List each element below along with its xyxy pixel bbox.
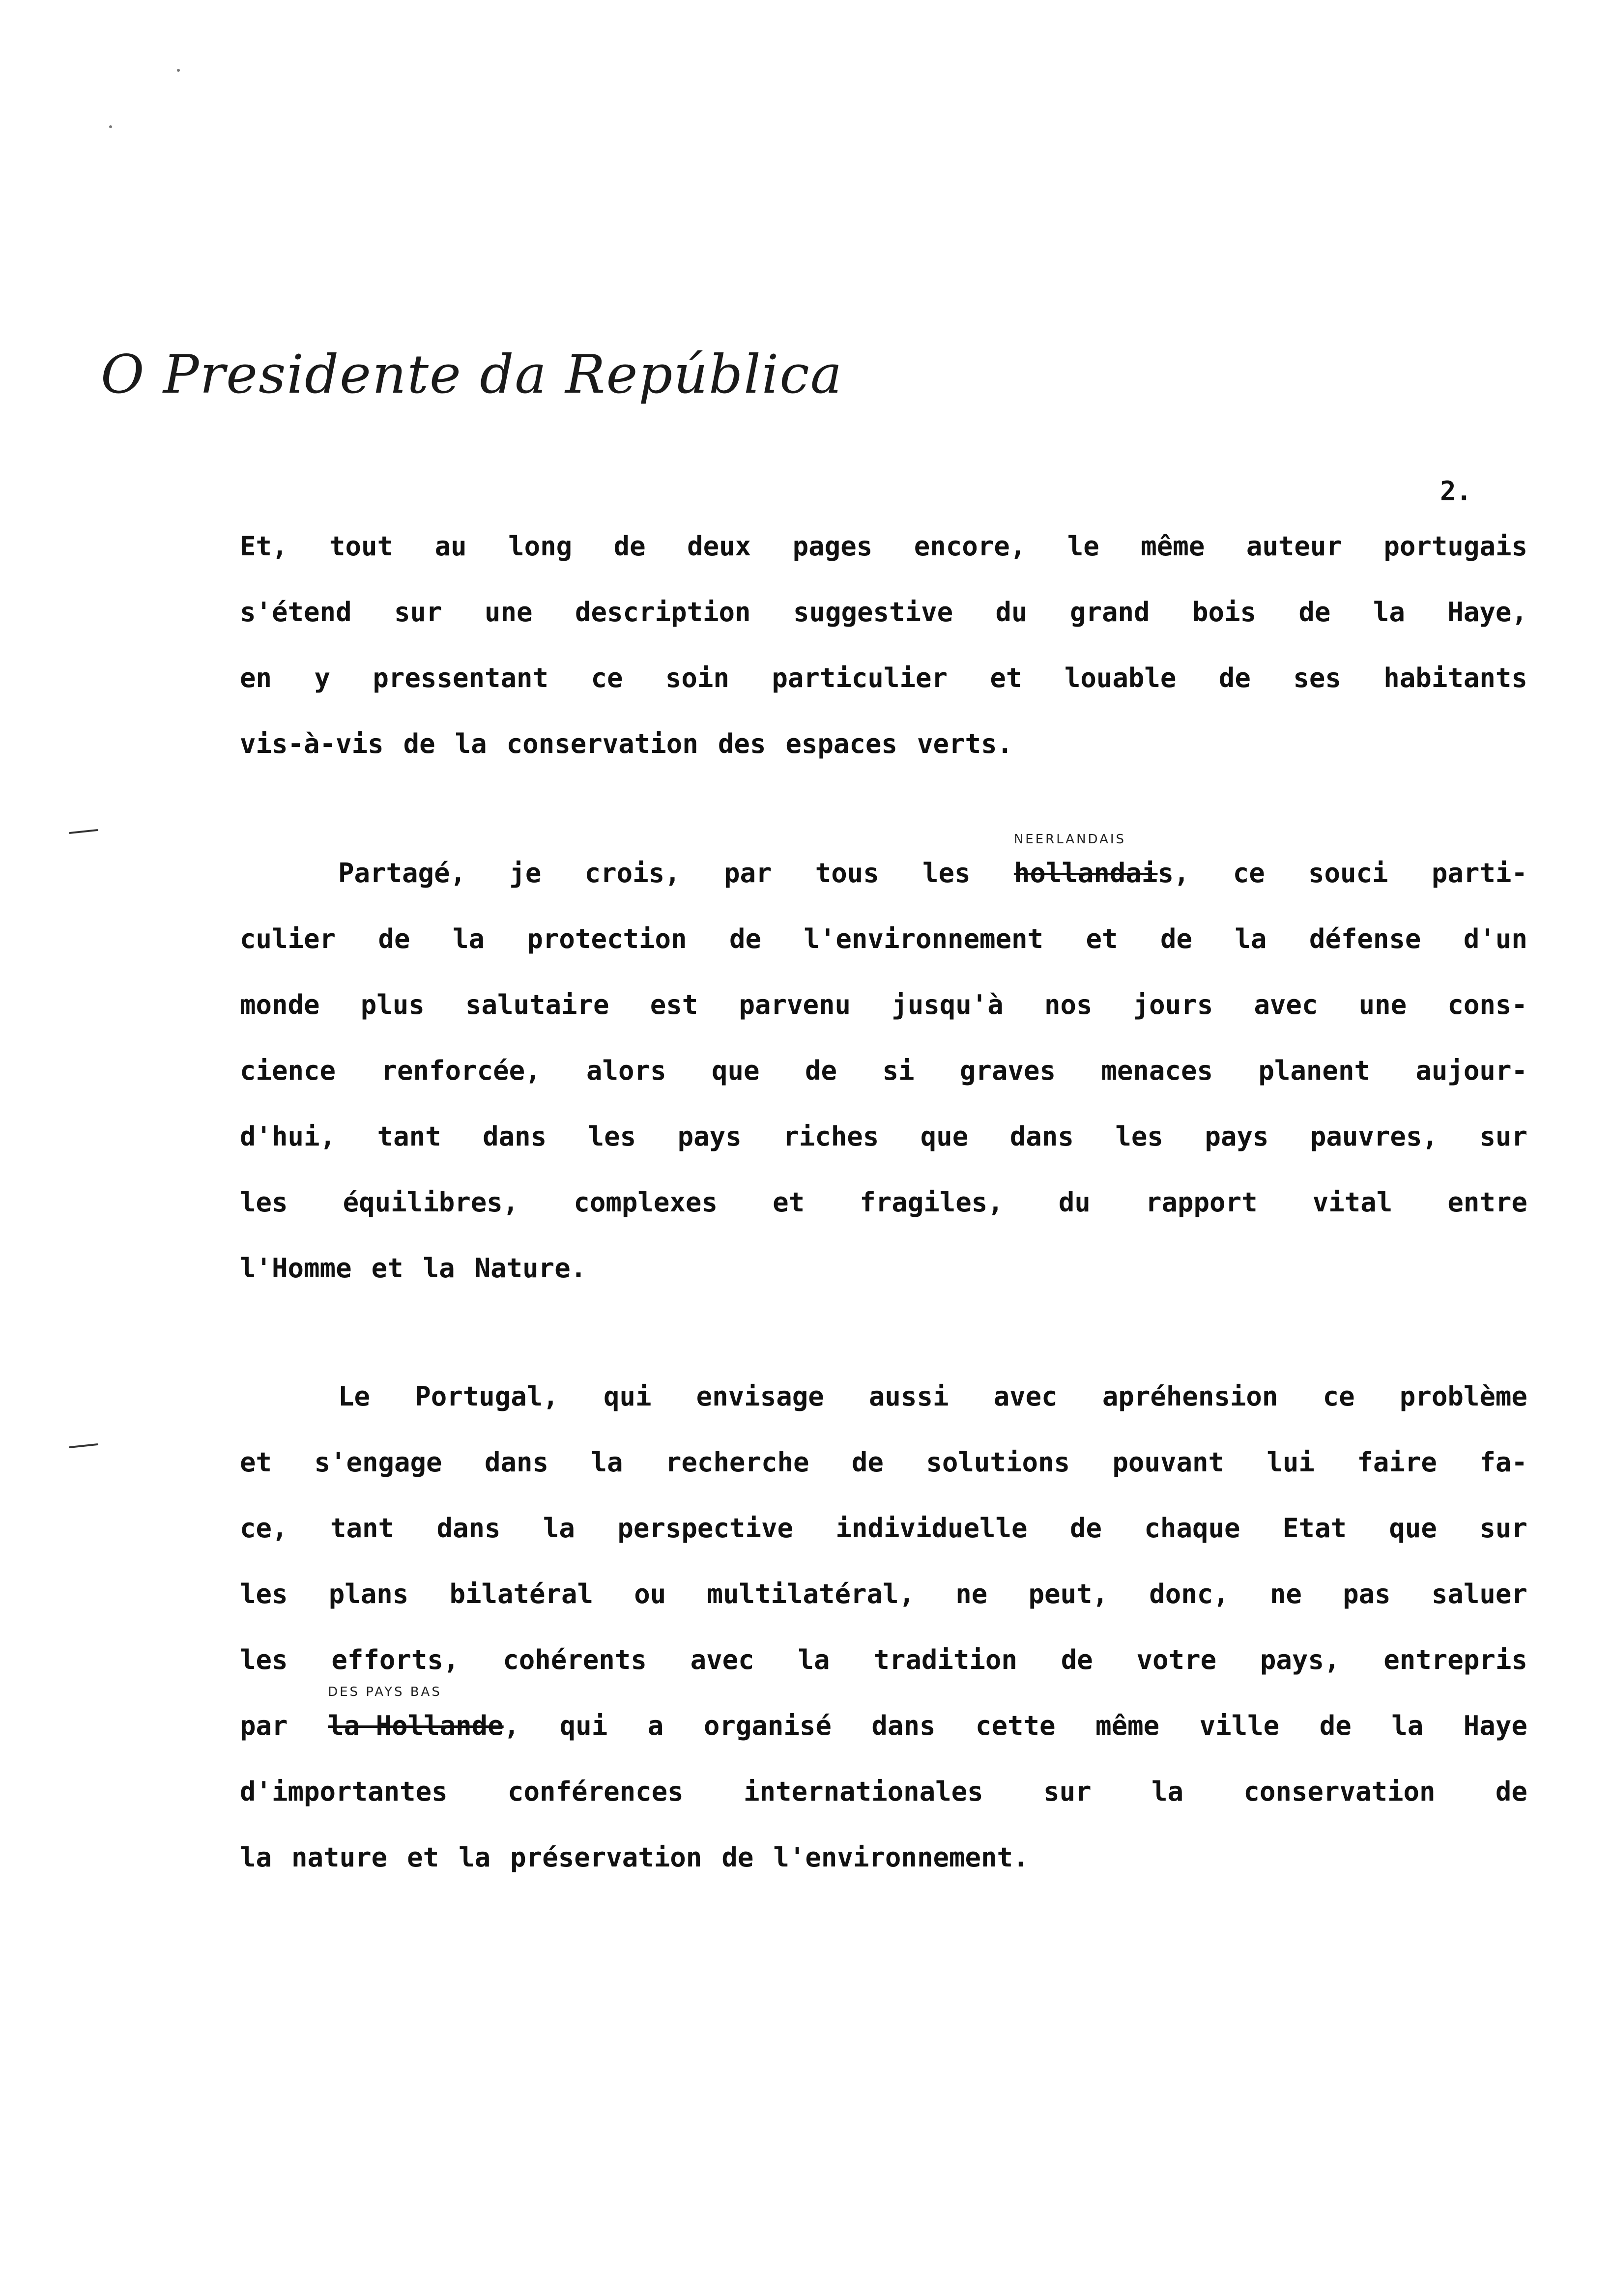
word: de (1069, 1513, 1102, 1544)
word: la (543, 1513, 575, 1544)
word: les (588, 1121, 636, 1152)
word: habitants (1383, 662, 1527, 693)
word: la (1151, 1776, 1184, 1807)
word: les (240, 1187, 288, 1218)
word: sur (394, 597, 442, 628)
word: nos (1044, 989, 1093, 1020)
word: plans (328, 1578, 409, 1609)
word: de (851, 1447, 884, 1478)
word: de (403, 728, 435, 759)
word: et (240, 1447, 272, 1478)
word: a (647, 1710, 664, 1741)
word: dans (484, 1447, 549, 1478)
word: par (240, 1710, 288, 1741)
word: préservation (510, 1842, 702, 1873)
word: de (1160, 923, 1192, 954)
word: tant (377, 1121, 441, 1152)
word: Et, (240, 531, 288, 562)
word: bois (1192, 597, 1256, 628)
word: de (1319, 1710, 1352, 1741)
word: dans (871, 1710, 936, 1741)
word: problème (1399, 1381, 1527, 1412)
margin-mark (69, 829, 98, 834)
text-line (240, 1776, 1527, 1842)
word: une (1358, 989, 1407, 1020)
paragraph-2 (240, 832, 1527, 1319)
word: avec (993, 1381, 1058, 1412)
word: Haye, (1447, 597, 1527, 628)
word: cons- (1447, 989, 1527, 1020)
word: ce (1233, 858, 1265, 889)
word: pas (1343, 1578, 1391, 1609)
text-line (240, 1253, 1527, 1319)
word: et (371, 1253, 403, 1284)
word: la (1235, 923, 1267, 954)
word: une (484, 597, 533, 628)
text-line (240, 728, 1527, 794)
word-suffix: , (503, 1710, 520, 1741)
word: les (240, 1644, 288, 1675)
word: des (718, 728, 766, 759)
text-line (240, 1644, 1527, 1710)
word: de (613, 531, 646, 562)
word: parvenu (739, 989, 851, 1020)
word: apréhension (1102, 1381, 1278, 1412)
word: description (575, 597, 751, 628)
text-line (240, 531, 1527, 597)
word: bilatéral (449, 1578, 594, 1609)
word: jours (1133, 989, 1213, 1020)
word: l'environnement. (773, 1842, 1029, 1873)
word: peut, (1028, 1578, 1109, 1609)
text-line (240, 1842, 1527, 1908)
word: Nature. (474, 1253, 587, 1284)
word: grand (1069, 597, 1150, 628)
word: ce (1323, 1381, 1355, 1412)
word: ou (634, 1578, 666, 1609)
word: tout (329, 531, 394, 562)
word: la (1373, 597, 1405, 628)
word: équilibres, (343, 1187, 519, 1218)
word: que (1389, 1513, 1437, 1544)
word: dans (436, 1513, 501, 1544)
text-line (240, 1447, 1527, 1513)
word: portugais (1383, 531, 1527, 562)
word: fragiles, (860, 1187, 1004, 1218)
word: je (509, 858, 542, 889)
word: et (773, 1187, 805, 1218)
word: que (920, 1121, 969, 1152)
word: pouvant (1112, 1447, 1224, 1478)
word: l'Homme (240, 1253, 352, 1284)
page-number: 2. (1440, 476, 1472, 507)
word: ne (1269, 1578, 1302, 1609)
word: dans (483, 1121, 547, 1152)
word: verts. (917, 728, 1013, 759)
word: graves (959, 1055, 1056, 1086)
text-line (240, 1381, 1527, 1447)
scan-speck (177, 69, 180, 72)
word: auteur (1246, 531, 1342, 562)
word: qui (603, 1381, 652, 1412)
word: entre (1447, 1187, 1527, 1218)
text-line (240, 1578, 1527, 1644)
word: rapport (1146, 1187, 1258, 1218)
word: d'un (1463, 923, 1527, 954)
word: renforcée, (381, 1055, 541, 1086)
word: y (314, 662, 330, 693)
word: particulier (772, 662, 948, 693)
word: efforts, (331, 1644, 460, 1675)
word: chaque (1144, 1513, 1240, 1544)
word: tradition (873, 1644, 1017, 1675)
word: du (1058, 1187, 1091, 1218)
word: jusqu'à (892, 989, 1004, 1020)
word: suggestive (793, 597, 953, 628)
word: aujour- (1415, 1055, 1527, 1086)
word: de (721, 1842, 754, 1873)
word: fa- (1479, 1447, 1527, 1478)
paragraph-3 (240, 1381, 1527, 1908)
word: pages (792, 531, 873, 562)
word: salutaire (465, 989, 609, 1020)
corrected-word (328, 1685, 520, 1741)
word: multilatéral, (707, 1578, 915, 1609)
word: du (995, 597, 1028, 628)
word: les (240, 1578, 288, 1609)
word: si (882, 1055, 915, 1086)
corrected-word (1013, 832, 1190, 889)
text-line (240, 923, 1527, 989)
word: conservation (506, 728, 698, 759)
word: conservation (1243, 1776, 1436, 1807)
word: que (712, 1055, 760, 1086)
word: internationales (744, 1776, 983, 1807)
word: Haye (1463, 1710, 1527, 1741)
word: culier (240, 923, 336, 954)
word: pays (1205, 1121, 1269, 1152)
word: Le (338, 1381, 371, 1412)
word: lui (1267, 1447, 1315, 1478)
word: d'importantes (240, 1776, 448, 1807)
word: de (1061, 1644, 1093, 1675)
handwritten-correction: NEERLANDAIS (1013, 832, 1126, 847)
word: long (508, 531, 573, 562)
text-line (240, 1685, 1527, 1776)
word: perspective (617, 1513, 793, 1544)
word: même (1141, 531, 1205, 562)
word: la (591, 1447, 623, 1478)
word: saluer (1431, 1578, 1527, 1609)
word: la (1391, 1710, 1424, 1741)
word: cette (975, 1710, 1056, 1741)
word: avec (690, 1644, 754, 1675)
word: pays, (1260, 1644, 1340, 1675)
word: individuelle (835, 1513, 1028, 1544)
word: donc, (1149, 1578, 1229, 1609)
word: ce (591, 662, 623, 693)
word: complexes (574, 1187, 718, 1218)
word: faire (1357, 1447, 1437, 1478)
word: crois, (584, 858, 681, 889)
word: nature (291, 1842, 388, 1873)
word: monde (240, 989, 320, 1020)
text-line (240, 989, 1527, 1055)
word: encore, (914, 531, 1026, 562)
text-line (240, 597, 1527, 662)
word: au (434, 531, 467, 562)
text-line (240, 1187, 1527, 1253)
word: ne (955, 1578, 988, 1609)
word: et (407, 1842, 439, 1873)
word: les (922, 858, 971, 889)
word: la (423, 1253, 455, 1284)
paragraph-1 (240, 531, 1527, 794)
word: ce, (240, 1513, 288, 1544)
word: défense (1309, 923, 1421, 954)
word: avec (1254, 989, 1318, 1020)
word: et (990, 662, 1022, 693)
word: l'environnement (804, 923, 1044, 954)
word: la (798, 1644, 830, 1675)
scan-speck (109, 125, 112, 128)
word: souci (1308, 858, 1388, 889)
word: et (1086, 923, 1118, 954)
word: de (1495, 1776, 1527, 1807)
word: dans (1009, 1121, 1074, 1152)
word: ville (1199, 1710, 1280, 1741)
text-line (240, 1055, 1527, 1121)
word: de (729, 923, 761, 954)
word: alors (586, 1055, 666, 1086)
word: tous (815, 858, 879, 889)
word: Portugal, (415, 1381, 559, 1412)
word: protection (527, 923, 687, 954)
word: les (1115, 1121, 1163, 1152)
word: recherche (665, 1447, 809, 1478)
word: en (240, 662, 272, 693)
word: qui (559, 1710, 608, 1741)
word: même (1095, 1710, 1160, 1741)
word: votre (1136, 1644, 1217, 1675)
word: de (1298, 597, 1331, 628)
word: de (378, 923, 410, 954)
word: tant (330, 1513, 395, 1544)
word: plus (360, 989, 425, 1020)
struck-text: la Hollande (328, 1710, 504, 1741)
word: s'engage (314, 1447, 442, 1478)
word: de (1218, 662, 1251, 693)
word: la (459, 1842, 491, 1873)
word: vis-à-vis (240, 728, 384, 759)
margin-mark (69, 1443, 98, 1448)
word: louable (1064, 662, 1177, 693)
word: sur (1479, 1513, 1527, 1544)
word: cience (240, 1055, 336, 1086)
word: sur (1479, 1121, 1527, 1152)
word: Etat (1282, 1513, 1347, 1544)
word: la (455, 728, 487, 759)
word: espaces (785, 728, 897, 759)
word: solutions (926, 1447, 1070, 1478)
word: deux (687, 531, 751, 562)
word: menaces (1101, 1055, 1213, 1086)
handwritten-correction: DES PAYS BAS (328, 1685, 442, 1699)
text-line (240, 1513, 1527, 1578)
word: vital (1312, 1187, 1393, 1218)
word: organisé (703, 1710, 832, 1741)
text-line (240, 662, 1527, 728)
word: la (452, 923, 485, 954)
word: parti- (1431, 858, 1527, 889)
word: aussi (868, 1381, 949, 1412)
word: pauvres, (1310, 1121, 1438, 1152)
word: est (650, 989, 698, 1020)
word: entrepris (1383, 1644, 1527, 1675)
word: envisage (696, 1381, 824, 1412)
word: sur (1043, 1776, 1092, 1807)
word: le (1067, 531, 1099, 562)
word: planent (1258, 1055, 1370, 1086)
word: s'étend (240, 597, 352, 628)
word: la (240, 1842, 272, 1873)
word: riches (783, 1121, 879, 1152)
text-line (240, 832, 1527, 923)
word: d'hui, (240, 1121, 336, 1152)
word: cohérents (503, 1644, 647, 1675)
struck-text: hollandai (1013, 858, 1158, 889)
word: conférences (508, 1776, 684, 1807)
text-line (240, 1121, 1527, 1187)
word: par (723, 858, 772, 889)
word: soin (665, 662, 729, 693)
letterhead: O Presidente da República (101, 344, 843, 405)
word: pressentant (373, 662, 549, 693)
word-suffix: s, (1157, 858, 1190, 889)
word: de (805, 1055, 837, 1086)
word: Partagé, (338, 858, 466, 889)
word: ses (1293, 662, 1341, 693)
word: pays (677, 1121, 742, 1152)
